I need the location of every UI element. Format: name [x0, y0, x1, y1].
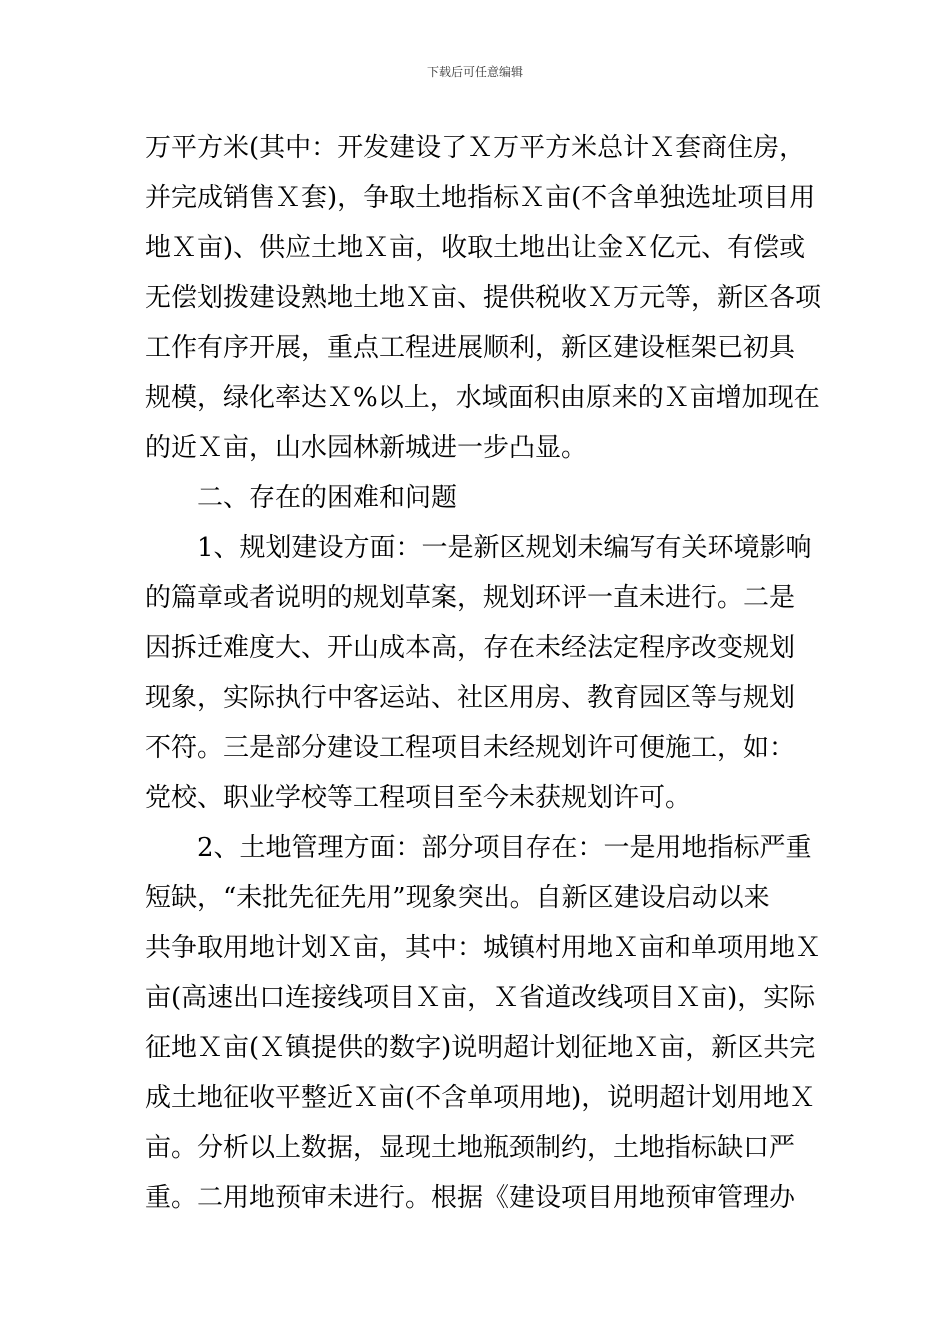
- body-text-line: 的篇章或者说明的规划草案，规划环评一直未进行。二是: [145, 583, 796, 613]
- body-text-line: 无偿划拨建设熟地土地Ｘ亩、提供税收Ｘ万元等，新区各项: [145, 283, 822, 313]
- body-text-line: 现象，实际执行中客运站、社区用房、教育园区等与规划: [145, 683, 796, 713]
- body-text-line: 并完成销售Ｘ套)，争取土地指标Ｘ亩(不含单独选址项目用: [145, 183, 816, 213]
- body-text-line: 1、规划建设方面：一是新区规划未编写有关环境影响: [197, 533, 812, 563]
- page-header: 下载后可任意编辑: [426, 65, 523, 79]
- body-text-line: 亩(高速出口连接线项目Ｘ亩，Ｘ省道改线项目Ｘ亩)，实际: [145, 983, 816, 1013]
- body-text-line: 共争取用地计划Ｘ亩，其中：城镇村用地Ｘ亩和单项用地Ｘ: [145, 933, 822, 963]
- body-text-line: 短缺，“未批先征先用”现象突出。自新区建设启动以来: [145, 883, 770, 913]
- body-text-line: 重。二用地预审未进行。根据《建设项目用地预审管理办: [145, 1183, 796, 1213]
- body-text-line: 不符。三是部分建设工程项目未经规划许可便施工，如：: [145, 733, 796, 763]
- body-text-line: 成土地征收平整近Ｘ亩(不含单项用地)，说明超计划用地Ｘ: [145, 1083, 816, 1113]
- body-text-line: 2、土地管理方面：部分项目存在：一是用地指标严重: [197, 833, 812, 863]
- section-heading: 二、存在的困难和问题: [197, 483, 458, 513]
- body-text-line: 党校、职业学校等工程项目至今未获规划许可。: [145, 783, 692, 813]
- body-text-line: 地Ｘ亩)、供应土地Ｘ亩，收取土地出让金Ｘ亿元、有偿或: [145, 233, 806, 263]
- body-text-line: 征地Ｘ亩(Ｘ镇提供的数字)说明超计划征地Ｘ亩，新区共完: [145, 1033, 816, 1063]
- body-text-line: 工作有序开展，重点工程进展顺利，新区建设框架已初具: [145, 333, 796, 363]
- body-text-line: 因拆迁难度大、开山成本高，存在未经法定程序改变规划: [145, 633, 796, 663]
- body-text-line: 规模，绿化率达Ｘ%以上，水域面积由原来的Ｘ亩增加现在: [145, 383, 820, 413]
- body-text-line: 万平方米(其中：开发建设了Ｘ万平方米总计Ｘ套商住房，: [145, 133, 806, 163]
- body-text-line: 亩。分析以上数据，显现土地瓶颈制约，土地指标缺口严: [145, 1133, 796, 1163]
- body-text-line: 的近Ｘ亩，山水园林新城进一步凸显。: [145, 433, 588, 463]
